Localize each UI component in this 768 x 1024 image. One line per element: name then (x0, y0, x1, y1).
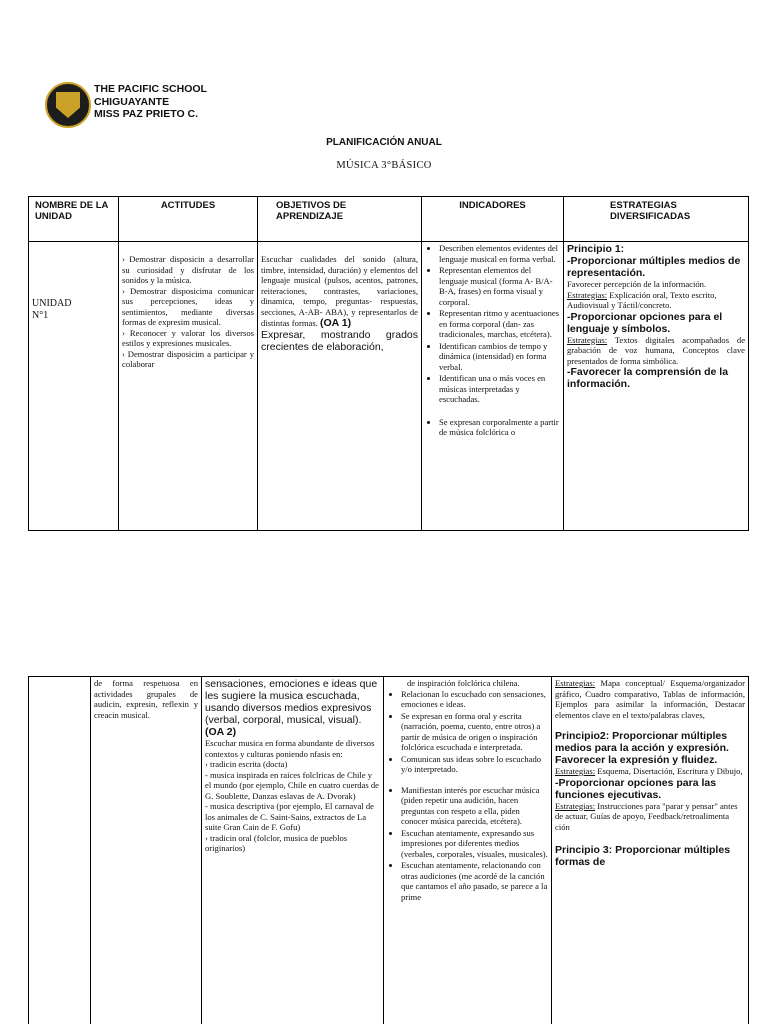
list-item: - musica descriptiva (por ejemplo, El carnaval de los animales de C. Saint-Sains, extractos de La suite Gran Cain de F. Gofu) (205, 801, 374, 832)
col-header-actitudes: ACTITUDES (119, 197, 258, 242)
list-item: • Describen elementos evidentes del lenguaje musical en forma verbal. (439, 243, 560, 264)
unit-cell (29, 677, 91, 1024)
estrategias-cell (564, 242, 749, 531)
strategy-text: Mapa conceptual/ Esquema/organizador gráfico, Cuadro comparativo, Tablas de información, Ejemplos para asimilar la información, Destacar elementos clave en el texto/palabras claves, (555, 678, 745, 720)
school-logo (45, 82, 91, 128)
objetivos-cell (258, 242, 422, 531)
objetivo-code: (OA 2) (205, 726, 237, 738)
school-name: THE PACIFIC SCHOOL (94, 83, 207, 95)
unit-name: UNIDAD N°1 (32, 298, 72, 321)
col-header-unidad: NOMBRE DE LA UNIDAD (29, 197, 119, 242)
objetivos-cell (202, 677, 384, 1024)
planning-table-2 (28, 676, 749, 1024)
col-header-objetivos: OBJETIVOS DE APRENDIZAJE (258, 197, 422, 242)
list-item: › Reconocer y valorar los diversos estilos y expresiones musicales. (122, 327, 254, 348)
objetivo-extra: Expresar, mostrando grados crecientes de elaboración, (261, 329, 418, 353)
principle-subtitle: -Proporcionar múltiples medios de representación. (567, 255, 741, 279)
list-item: de inspiración folclórica chilena. (407, 678, 520, 688)
list-item: • Manifiestan interés por escuchar música (piden repetir una audición, hacen preguntas con respeto a ella, piden conocer música parecida, etcétera). (401, 785, 548, 827)
teacher-name: MISS PAZ PRIETO C. (94, 108, 199, 120)
list-item: • Identifican cambios de tempo y dinámica (intensidad) en forma verbal. (439, 341, 560, 373)
strategy-label: Estrategias: (555, 678, 596, 688)
page-title: PLANIFICACIÓN ANUAL (326, 137, 442, 148)
strategy-label: Estrategias: (555, 766, 596, 776)
school-city: CHIGUAYANTE (94, 95, 170, 108)
principle-title: Principio 3: Proporcionar múltiples formas de (555, 844, 731, 868)
table-row (29, 677, 749, 1024)
objetivo-code: (OA 1) (319, 317, 352, 329)
strategy-text: Textos digitales acompañados de grabación de voz humana, Conceptos clave presentados de forma simbólica. (567, 334, 746, 366)
strategy-label: Estrategias: (555, 800, 596, 811)
list-item: de forma respetuosa en actividades grupales de audicin, expresin, reflexin y creacin musical. (94, 678, 198, 720)
table-header-row (29, 197, 749, 242)
list-item: • Identifican una o más voces en músicas interpretadas y escuchadas. (439, 373, 560, 405)
actitudes-cell (91, 677, 202, 1024)
objetivo-text: Escuchar musica en forma abundante de diversos contextos y culturas poniendo nfasis en: (205, 738, 375, 759)
list-item: › Demostrar disposicima comunicar sus percepciones, ideas y sentimientos, mediante diversas formas de expresim musical. (122, 285, 254, 327)
school-header (94, 83, 207, 121)
strategy-text: Instrucciones para "parar y pensar" antes de actuar, Guías de apoyo, Feedback/retroalimenta ción (555, 800, 738, 832)
col-header-estrategias: ESTRATEGIAS DIVERSIFICADAS (564, 197, 749, 242)
principle-title: Principio 1: (567, 243, 625, 255)
objetivo-text: sensaciones, emociones e ideas que les sugiere la musica escuchada, usando diversos medios expresivos (verbal, corporal, musical, visual). (205, 678, 378, 726)
objetivo-text: Escuchar cualidades del sonido (altura, timbre, intensidad, duración) y elementos del lenguaje musical (pulsos, acentos, patrones, reiteraciones, contrastes, variaciones, dinamica, tempo, preguntas- respuestas, secciones, A-AB- ABA), y representarlos de distintas formas. (261, 254, 418, 328)
principle-title: Principio2: Proporcionar múltiples medios para la acción y expresión. Favorecer la expresión y fluidez. (555, 730, 729, 766)
planning-table-1 (28, 196, 749, 531)
list-item: › tradicin escrita (docta) (205, 759, 288, 769)
shield-icon (56, 92, 80, 118)
list-item: › tradicin oral (folclor, musica de pueblos originarios) (205, 832, 348, 853)
strategy-option: -Favorecer la comprensión de la información. (567, 366, 729, 390)
indicadores-cell (422, 242, 564, 531)
strategy-label: Estrategias: (567, 289, 608, 300)
strategy-label: Estrategias: (567, 334, 608, 345)
list-item: - musica inspirada en raices folclricas de Chile y el mundo (por ejemplo, Chile en cuatro cuerdas de G. Soublette, Danzas eslavas de A. Dvorak) (205, 769, 379, 801)
estrategias-cell (552, 677, 749, 1024)
list-item: › Demostrar disposicim a participar y colaborar (122, 348, 254, 369)
col-header-indicadores: INDICADORES (422, 197, 564, 242)
strategy-option: -Proporcionar opciones para el lenguaje y símbolos. (567, 310, 723, 335)
list-item: • Representan elementos del lenguaje musical (forma A- B/A- B-A, frases) en forma visual y corporal. (439, 265, 560, 307)
list-item: • Escuchan atentamente, expresando sus impresiones por diferentes medios (verbales, corporales, visuales, musicales). (401, 828, 548, 860)
strategy-text: Favorecer percepción de la información. (567, 279, 707, 289)
list-item: • Relacionan lo escuchado con sensaciones, emociones e ideas. (401, 689, 548, 710)
list-item: • Se expresan corporalmente a partir de música folclórica o (439, 417, 560, 438)
list-item: • Comunican sus ideas sobre lo escuchado y/o interpretado. (401, 754, 548, 775)
strategy-text: Esquema, Disertación, Escritura y Dibujo, (597, 766, 743, 776)
list-item: › Demostrar disposicin a desarrollar su curiosidad y disfrutar de los sonidos y la música. (122, 254, 254, 285)
list-item: • Representan ritmo y acentuaciones en forma corporal (dan- zas tradicionales, marchas, etcétera). (439, 308, 560, 340)
table-row (29, 242, 749, 531)
page-subtitle: MÚSICA 3°BÁSICO (336, 160, 432, 171)
list-item: • Se expresan en forma oral y escrita (narración, poema, cuento, entre otros) a partir de música de origen o inspiración folclórica escuchada e interpretada. (401, 711, 548, 753)
strategy-text: Explicación oral, Texto escrito, Audiovisual y Táctil/concreto. (567, 289, 717, 310)
indicadores-cell (384, 677, 552, 1024)
unit-cell (29, 242, 119, 531)
list-item: • Escuchan atentamente, relacionando con otras audiciones (me acordé de la canción que cantamos el año pasado, se parece a la prime (401, 860, 548, 902)
actitudes-cell (119, 242, 258, 531)
strategy-option: -Proporcionar opciones para las funciones ejecutivas. (555, 776, 717, 801)
